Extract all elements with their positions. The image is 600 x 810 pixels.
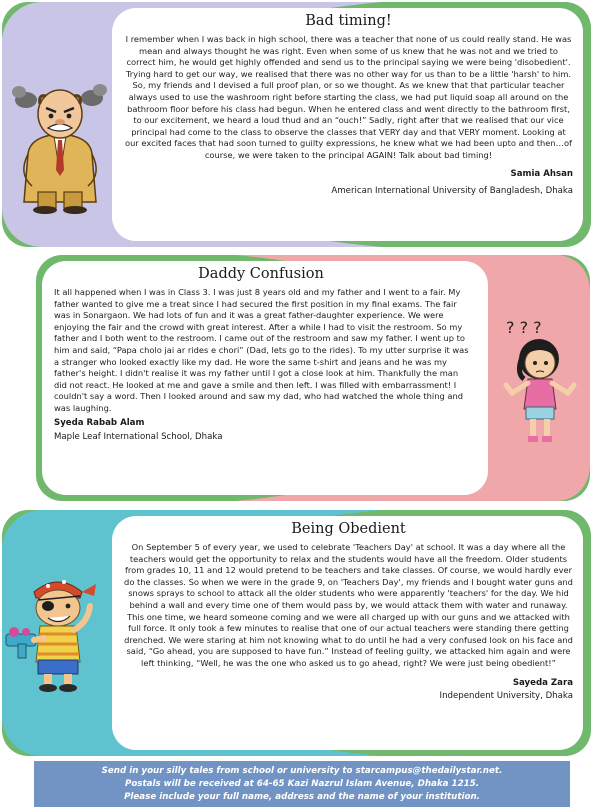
story-institution: Maple Leaf International School, Dhaka: [54, 431, 223, 442]
story-card: [112, 516, 583, 750]
footer-line-postal: Postals will be received at 64-65 Kazi Nazrul Islam Avenue, Dhaka 1215.: [124, 779, 480, 789]
story-title: Daddy Confusion: [198, 266, 324, 282]
story-text: I remember when I was back in high school, there was a teacher that none of us could really stand. He was mean and always thought he was right. Even when some of us knew that he was not and we tried to correct him, he would get highly offended and send us to the principal saying we were being 'disobedient'. Trying hard to get our way, we realised that there was no other way for us than to be a little 'harsh' to him. So, my friends and I devised a full proof plan, or so we thought. As we knew that that particular teacher always used to use the washroom right before starting the class, we had put liquid soap all around on the bathroom floor before his class had begun. When he entered class and went directly to the bathroom first, to our excitement, we heard a loud thud and an “ouch!” Sadly, right after that we realised that our vice principal had come to the class to observe the classes that VERY day and that VERY moment. Looking at our excited faces that had soon turned to guilty expressions, he knew what we had been upto and then…of course, we were taken to the principal AGAIN! Talk about bad timing!: [125, 34, 572, 160]
story-author: Syeda Rabab Alam: [54, 417, 145, 428]
story-author: Sayeda Zara: [512, 677, 573, 688]
story-daddy-confusion: [36, 255, 590, 501]
story-institution: American International University of Bangladesh, Dhaka: [331, 185, 573, 196]
footer-line-instructions: Please include your full name, address and the name of your institution.: [124, 792, 480, 802]
story-title: Bad timing!: [305, 13, 392, 29]
story-institution: Independent University, Dhaka: [439, 690, 573, 701]
footer-line-email: Send in your silly tales from school or university to starcampus@thedailystar.net.: [101, 766, 503, 776]
story-being-obedient: [2, 510, 591, 756]
story-title: Being Obedient: [291, 521, 406, 537]
story-card: [42, 261, 488, 495]
story-text: On September 5 of every year, we used to celebrate 'Teachers Day' at school. It was a day where all the teachers would get the opportunity to relax and the students would have all the freedom. Older students from grades 10, 11 and 12 would pretend to be teachers and take classes. Of course, we would hardly ever do the classes. So when we were in the grade 9, on 'Teachers Day', my friends and I bought water guns and snows sprays to school to attack all the older students who were apparently 'teachers' for the day. We hid behind a wall and every time one of them would pass by, we would attack them with water and runaway. This one time, we heard someone coming and we were all charged up with our guns and we attacked with full force. It only took a few minutes to realise that one of our actual teachers were standing there getting drenched. We were staring at him not knowing what to do until he had a very confused look on his face and said, “Go ahead, you are supposed to have fun.” Instead of feeling guilty, we attacked him again and were left thinking, “Well, he was the one who asked us to go ahead, right? We were just being obedient!”: [124, 542, 573, 668]
question-marks: ? ? ?: [506, 318, 542, 337]
story-card: [112, 8, 583, 241]
angry-teacher-illustration: [10, 74, 110, 214]
confused-girl-illustration: [494, 317, 584, 447]
submission-footer: [34, 761, 570, 807]
story-bad-timing: [2, 2, 591, 247]
pirate-kid-illustration: [4, 566, 108, 696]
story-author: Samia Ahsan: [510, 168, 573, 179]
story-text: It all happened when I was in Class 3. I was just 8 years old and my father and I went to a fair. My father wanted to give me a treat since I had secured the first position in my final exams. The fair was in Sonargaon. We had lots of fun and it was a great father-daughter experience. We were enjoying the fair and the crowd with great interest. After a while I had to visit the restroom. So my father and I both went to the restroom. I came out of the restroom and saw my father. I went up to him and said, “Papa cholo jai ar rides e chori” (Dad, lets go to the rides). To my utter surprise it was a stranger who looked exactly like my dad. He wore the same t-shirt and jeans and he was my father's height. I didn't realise it was my father until I got a close look at him. Thankfully the man did not react. He looked at me and gave a smile and then left. I was filled with embarrassment! I couldn't say a word. Then I looked around and saw my dad, who had watched the whole thing and was laughing.: [54, 287, 469, 413]
